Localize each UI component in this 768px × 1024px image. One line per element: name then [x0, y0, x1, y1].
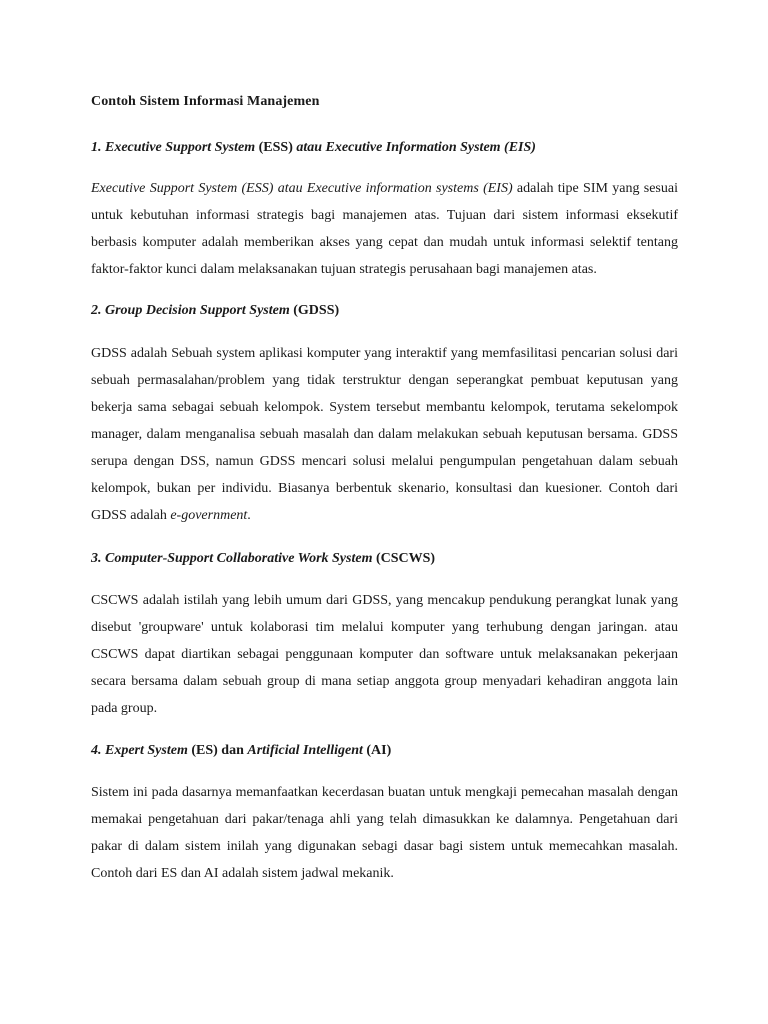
paragraph-ess	[91, 175, 678, 283]
paragraph-tail-italic: e-government	[170, 508, 248, 523]
paragraph-es-ai: Sistem ini pada dasarnya memanfaatkan kecerdasan buatan untuk mengkaji pemecahan masalah dengan memakai pengetahuan dari pakar/tenaga ahli yang telah dimasukkan ke dalamnya. Pengetahuan dari pakar di dalam sistem inilah yang digunakan sebagi dasar bagi sistem untuk memecahkan masalah. Contoh dari ES dan AI adalah sistem jadwal mekanik.	[91, 785, 678, 881]
heading-abbr2: (AI)	[366, 743, 392, 758]
section-heading-ess	[91, 138, 678, 158]
paragraph-text: adalah tipe SIM yang sesuai untuk kebutuhan informasi strategis bagi manajemen atas. Tujuan dari sistem informasi eksekutif berbasis komputer adalah memberikan akses yang cepat dan mudah untuk informasi selektif tentang faktor-faktor kunci dalam melaksanakan tujuan strategis perusahaan bagi manajemen atas.	[91, 181, 678, 277]
heading-term: Executive Support System	[105, 140, 256, 155]
heading-abbr: (CSCWS)	[375, 551, 436, 566]
paragraph-text: GDSS adalah Sebuah system aplikasi komputer yang interaktif yang memfasilitasi pencarian solusi dari sebuah permasalahan/problem yang tidak terstruktur dengan seperangkat pembuat keputusan yang bekerja sama sebagai sebuah kelompok. System tersebut membantu kelompok, terutama sekelompok manager, dalam menganalisa sebuah masalah dan dalam melakukan sebuah keputusan bersama. GDSS serupa dengan DSS, namun GDSS mencari solusi melalui pengumpulan pengetahuan dalam sebuah kelompok, bukan per individu. Biasanya berbentuk skenario, konsultasi dan kuesioner. Contoh dari GDSS adalah	[91, 346, 678, 523]
heading-term2: Executive Information System (EIS)	[325, 140, 536, 155]
heading-join: dan	[221, 743, 244, 758]
heading-abbr: (ESS)	[258, 140, 293, 155]
paragraph-tail-end: .	[247, 508, 251, 523]
heading-number: 1.	[91, 140, 102, 155]
heading-number: 4.	[91, 743, 102, 758]
heading-join: atau	[296, 140, 323, 155]
heading-term2: Artificial Intelligent	[247, 743, 363, 758]
heading-term: Expert System	[105, 743, 188, 758]
paragraph-cscws: CSCWS adalah istilah yang lebih umum dari GDSS, yang mencakup pendukung perangkat lunak yang disebut 'groupware' untuk kolaborasi tim melalui komputer yang terhubung dengan jaringan. atau CSCWS dapat diartikan sebagai penggunaan komputer dan software untuk melaksanakan pekerjaan secara bersama dalam sebuah group di mana setiap anggota group menyadari kehadiran anggota lain pada group.	[91, 593, 678, 716]
heading-number: 3.	[91, 551, 102, 566]
section-heading-cscws	[91, 549, 678, 569]
heading-abbr: (ES)	[191, 743, 218, 758]
heading-abbr: (GDSS)	[293, 303, 340, 318]
heading-term: Group Decision Support System	[105, 303, 290, 318]
paragraph-gdss	[91, 340, 678, 529]
paragraph-lead-italic: Executive Support System (ESS) atau Executive information systems (EIS)	[91, 181, 513, 196]
document-title: Contoh Sistem Informasi Manajemen	[91, 94, 320, 109]
section-heading-es-ai	[91, 741, 678, 761]
heading-number: 2.	[91, 303, 102, 318]
heading-term: Computer-Support Collaborative Work System	[105, 551, 373, 566]
document-page	[91, 92, 678, 887]
section-heading-gdss	[91, 301, 678, 321]
